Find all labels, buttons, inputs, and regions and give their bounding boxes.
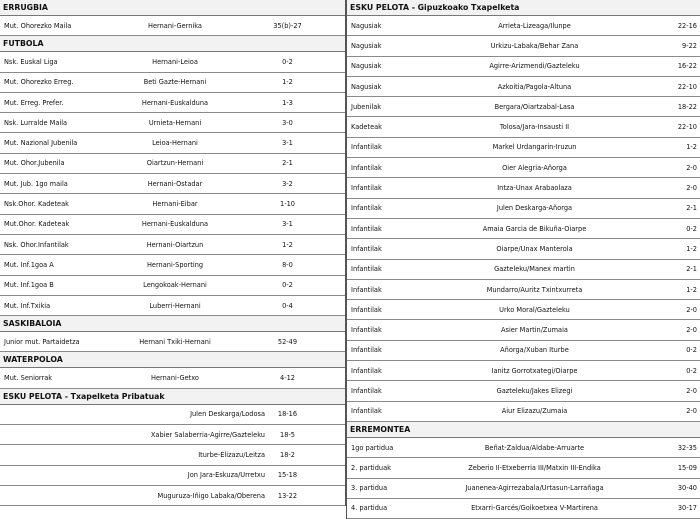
- result-row: [0, 16, 345, 36]
- match-label: Agirre-Arizmendi/Gazteleku: [489, 62, 580, 71]
- match-label: Lengokoak-Hernani: [143, 281, 207, 290]
- match-label: Hernani-Gernika: [148, 21, 202, 30]
- category-label: Mut. Ohorezko Erreg.: [4, 78, 74, 87]
- match-label: Aiur Elizazu/Zumaia: [501, 407, 568, 416]
- category-label: Nagusiak: [351, 21, 382, 30]
- category-label: Mut. Seniorrak: [4, 374, 53, 383]
- category-label: Infantilak: [351, 204, 382, 213]
- score-value: 30-17: [677, 504, 697, 513]
- match-label: Tolosa/Jara-Insausti II: [499, 123, 570, 132]
- score-value: 18-5: [280, 430, 295, 439]
- section-title: FUTBOLA: [0, 36, 345, 52]
- result-row: [0, 255, 345, 275]
- section-title: ESKU PELOTA - Gipuzkoako Txapelketa: [347, 0, 700, 16]
- score-value: 18-22: [677, 102, 697, 111]
- score-value: 22-10: [677, 123, 697, 132]
- result-row: [0, 215, 345, 235]
- match-label: Arrieta-Lizeaga/Ilunpe: [498, 21, 571, 30]
- match-label: Amaia Garcia de Bikuña-Oiarpe: [482, 224, 587, 233]
- match-label: Oiartzun-Hernani: [146, 159, 204, 168]
- result-row: [347, 479, 700, 499]
- result-row: [0, 154, 345, 174]
- category-label: Mut. Inf.1goa B: [4, 281, 54, 290]
- score-value: 9-22: [682, 41, 697, 50]
- result-row: [347, 36, 700, 56]
- category-label: Jubenilak: [351, 102, 382, 111]
- result-row: [0, 425, 345, 445]
- category-label: Infantilak: [351, 366, 382, 375]
- category-label: Junior mut. Partaidetza: [4, 337, 80, 346]
- score-value: 1-2: [282, 240, 293, 249]
- result-row: [347, 361, 700, 381]
- category-label: Mut. Nazional Jubenila: [4, 139, 78, 148]
- category-label: Mut. Ohorezko Maila: [4, 21, 72, 30]
- result-row: [347, 239, 700, 259]
- result-row: [0, 466, 345, 486]
- result-row: [347, 438, 700, 458]
- result-row: [0, 113, 345, 133]
- score-value: 0-2: [686, 224, 697, 233]
- category-label: Infantilak: [351, 407, 382, 416]
- match-label: Beñat-Zaldua/Aldabe-Arruarte: [484, 443, 585, 452]
- match-label: Añorga/Xuban Iturbe: [500, 346, 569, 355]
- result-row: [0, 296, 345, 316]
- score-value: 1-2: [686, 285, 697, 294]
- result-row: [347, 57, 700, 77]
- score-value: 0-2: [686, 366, 697, 375]
- score-value: 1-10: [280, 200, 295, 209]
- score-value: 2-0: [686, 184, 697, 193]
- result-row: [347, 117, 700, 137]
- section-title: ERREMONTEA: [347, 422, 700, 438]
- score-value: 1-3: [282, 98, 293, 107]
- score-value: 3-1: [282, 139, 293, 148]
- result-row: [347, 300, 700, 320]
- result-row: [347, 178, 700, 198]
- match-label: Hernani-Leioa: [152, 57, 198, 66]
- category-label: Mut.Ohor. Kadeteak: [4, 220, 70, 229]
- match-label: Julen Deskarga-Añorga: [496, 204, 573, 213]
- section-title: SASKIBALOIA: [0, 316, 345, 332]
- category-label: Infantilak: [351, 386, 382, 395]
- score-value: 22-16: [677, 21, 697, 30]
- category-label: Mut. Jub. 1go maila: [4, 179, 68, 188]
- result-row: [347, 199, 700, 219]
- category-label: Infantilak: [351, 143, 382, 152]
- score-value: 3-1: [282, 220, 293, 229]
- score-value: 2-0: [686, 305, 697, 314]
- score-value: 16-22: [677, 62, 697, 71]
- match-label: Hernani-Euskalduna: [141, 220, 209, 229]
- match-label: Jon Jara-Eskuza/Urretxu: [187, 471, 265, 480]
- score-value: 1-2: [686, 143, 697, 152]
- category-label: Nsk.Ohor. Kadeteak: [4, 200, 69, 209]
- score-value: 0-2: [686, 346, 697, 355]
- score-value: 18-16: [277, 410, 298, 419]
- section-title: ESKU PELOTA - Txapelketa Pribatuak: [0, 389, 345, 405]
- result-row: [347, 458, 700, 478]
- category-label: Nagusiak: [351, 62, 382, 71]
- score-value: 2-0: [686, 407, 697, 416]
- match-label: Urko Moral/Gazteleku: [499, 305, 570, 314]
- category-label: Infantilak: [351, 224, 382, 233]
- category-label: Mut. Ohor.Jubenila: [4, 159, 65, 168]
- score-value: 15-18: [277, 471, 298, 480]
- score-value: 22-10: [677, 82, 697, 91]
- result-row: [347, 280, 700, 300]
- match-label: Urkizu-Labaka/Behar Zana: [490, 41, 579, 50]
- match-label: Ianitz Gorrotxategi/Oiarpe: [491, 366, 578, 375]
- score-value: 30-40: [677, 484, 697, 493]
- result-row: [0, 133, 345, 153]
- score-value: 0-2: [282, 57, 293, 66]
- score-value: 52-49: [277, 337, 298, 346]
- match-label: Hernani-Oiartzun: [146, 240, 204, 249]
- match-label: Hernani-Euskalduna: [141, 98, 209, 107]
- result-row: [0, 405, 345, 425]
- score-value: 32-35: [677, 443, 697, 452]
- match-label: Oier Alegria-Añorga: [502, 163, 567, 172]
- match-label: Xabier Salaberria-Agirre/Gazteleku: [150, 430, 265, 439]
- result-row: [347, 260, 700, 280]
- score-value: 2-0: [686, 163, 697, 172]
- category-label: Infantilak: [351, 265, 382, 274]
- result-row: [347, 138, 700, 158]
- right-results-column: [346, 0, 700, 519]
- result-row: [0, 93, 345, 113]
- score-value: 3-0: [282, 118, 293, 127]
- match-label: Etxarri-Garcés/Goikoetxea V-Martirena: [471, 504, 598, 513]
- category-label: Infantilak: [351, 305, 382, 314]
- category-label: Nagusiak: [351, 41, 382, 50]
- result-row: [347, 341, 700, 361]
- score-value: 2-0: [686, 386, 697, 395]
- category-label: Mut. Erreg. Prefer.: [4, 98, 64, 107]
- match-label: Intza-Unax Arabaolaza: [497, 184, 572, 193]
- match-label: Hernani-Sporting: [146, 260, 204, 269]
- result-row: [347, 499, 700, 519]
- section-title: ERRUGBIA: [0, 0, 345, 16]
- category-label: Infantilak: [351, 184, 382, 193]
- result-row: [0, 174, 345, 194]
- category-label: 1go partidua: [351, 443, 394, 452]
- score-value: 2-1: [686, 204, 697, 213]
- left-results-column: [0, 0, 346, 506]
- category-label: 4. partidua: [351, 504, 388, 513]
- score-value: 13-22: [277, 491, 298, 500]
- result-row: [347, 158, 700, 178]
- category-label: Infantilak: [351, 285, 382, 294]
- match-label: Juanenea-Agirrezabala/Urtasun-Larrañaga: [465, 484, 604, 493]
- match-label: Azkoitia/Pagola-Altuna: [497, 82, 572, 91]
- score-value: 2-1: [282, 159, 293, 168]
- match-label: Urnieta-Hernani: [148, 118, 202, 127]
- match-label: Markel Urdangarin-Iruzun: [492, 143, 577, 152]
- category-label: Nsk. Ohor.Infantilak: [4, 240, 69, 249]
- result-row: [347, 402, 700, 422]
- score-value: 35(b)-27: [273, 21, 302, 30]
- result-row: [0, 368, 345, 388]
- score-value: 1-2: [686, 244, 697, 253]
- category-label: Mut. Inf.Txikia: [4, 301, 51, 310]
- result-row: [347, 16, 700, 36]
- category-label: 2. partiduak: [351, 463, 391, 472]
- match-label: Gazteleku/Jakes Elizegi: [496, 386, 573, 395]
- category-label: Mut. Inf.1goa A: [4, 260, 54, 269]
- match-label: Iturbe-Elizazu/Leitza: [198, 450, 265, 459]
- result-row: [347, 320, 700, 340]
- category-label: Nagusiak: [351, 82, 382, 91]
- result-row: [0, 486, 345, 506]
- result-row: [0, 276, 345, 296]
- category-label: Infantilak: [351, 346, 382, 355]
- result-row: [0, 332, 345, 352]
- result-row: [347, 97, 700, 117]
- result-row: [0, 73, 345, 93]
- category-label: Nsk. Lurralde Maila: [4, 118, 68, 127]
- category-label: Infantilak: [351, 326, 382, 335]
- match-label: Beti Gazte-Hernani: [143, 78, 207, 87]
- match-label: Mundarro/Auritz Txintxurreta: [486, 285, 583, 294]
- match-label: Muguruza-Iñigo Labaka/Oberena: [157, 491, 265, 500]
- score-value: 18-2: [280, 450, 295, 459]
- match-label: Julen Deskarga/Lodosa: [190, 410, 265, 419]
- result-row: [0, 52, 345, 72]
- score-value: 2-0: [686, 326, 697, 335]
- match-label: Bergara/Oiartzabal-Lasa: [494, 102, 575, 111]
- match-label: Hernani-Eibar: [152, 200, 198, 209]
- result-row: [0, 235, 345, 255]
- match-label: Gazteleku/Manex martin: [494, 265, 575, 274]
- match-label: Hernani-Getxo: [151, 374, 199, 383]
- section-title: WATERPOLOA: [0, 352, 345, 368]
- match-label: Oiarpe/Unax Manterola: [496, 244, 573, 253]
- score-value: 3-2: [282, 179, 293, 188]
- result-row: [0, 194, 345, 214]
- match-label: Hernani Txiki-Hernani: [139, 337, 211, 346]
- category-label: Infantilak: [351, 163, 382, 172]
- score-value: 4-12: [280, 374, 295, 383]
- score-value: 15-09: [677, 463, 697, 472]
- score-value: 8-0: [282, 260, 293, 269]
- result-row: [347, 381, 700, 401]
- score-value: 2-1: [686, 265, 697, 274]
- result-row: [0, 445, 345, 465]
- result-row: [347, 219, 700, 239]
- match-label: Zeberio II-Etxeberria III/Matxin III-Endika: [468, 463, 601, 472]
- match-label: Asier Martin/Zumaia: [501, 326, 568, 335]
- category-label: Infantilak: [351, 244, 382, 253]
- match-label: Luberri-Hernani: [149, 301, 201, 310]
- result-row: [347, 77, 700, 97]
- match-label: Hernani-Ostadar: [147, 179, 203, 188]
- score-value: 0-4: [282, 301, 293, 310]
- score-value: 1-2: [282, 78, 293, 87]
- category-label: Kadeteak: [351, 123, 382, 132]
- score-value: 0-2: [282, 281, 293, 290]
- category-label: 3. partidua: [351, 484, 388, 493]
- category-label: Nsk. Euskal Liga: [4, 57, 58, 66]
- match-label: Leioa-Hernani: [152, 139, 198, 148]
